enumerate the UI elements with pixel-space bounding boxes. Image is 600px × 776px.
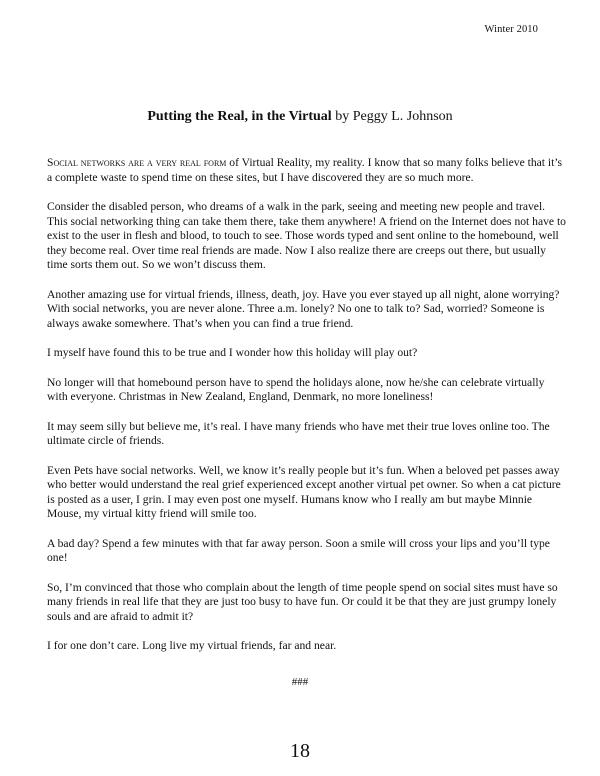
issue-date: Winter 2010 bbox=[484, 24, 538, 35]
paragraph-10: I for one don’t care. Long live my virtual friends, far and near. bbox=[47, 639, 337, 653]
paragraph-1-text: of Virtual Reality, my reality. I know that so many folks believe that it’s a complete waste to spend time on these sites, but I have discovered they are so much more. bbox=[47, 156, 563, 184]
paragraph-1 bbox=[47, 156, 567, 185]
paragraph-3: Another amazing use for virtual friends, illness, death, joy. Have you ever stayed up all night, alone worrying? With social networks, you are never alone. Three a.m. lonely? No one to talk to? Sad, worried? Someone is always awake somewhere. That’s when you can find a true friend. bbox=[47, 287, 560, 330]
paragraph-5: No longer will that homebound person have to spend the holidays alone, now he/she can celebrate virtually with everyone. Christmas in New Zealand, England, Denmark, no more loneliness! bbox=[47, 375, 545, 404]
paragraph-9: So, I’m convinced that those who complain about the length of time people spend on social sites must have so many friends in real life that they are just too busy to have fun. Or could it be that they are just grumpy lonely souls and are afraid to admit it? bbox=[47, 580, 558, 624]
article-body bbox=[47, 156, 567, 669]
article-heading bbox=[0, 109, 600, 125]
paragraph-7: Even Pets have social networks. Well, we know it’s really people but it’s fun. When a beloved pet passes away who better would understand the real grief experienced except another virtual pet owner. So when a cat picture is posted as a user, I grin. I may even post one myself. Humans know who I really am but maybe Minnie Mouse, my virtual kitty friend will smile too. bbox=[47, 463, 561, 521]
paragraph-8: A bad day? Spend a few minutes with that far away person. Soon a smile will cross your lips and you’ll type one! bbox=[47, 536, 550, 565]
page-number: 18 bbox=[290, 740, 310, 762]
lead-in: Social networks are a very real form bbox=[47, 156, 227, 169]
paragraph-4: I myself have found this to be true and I wonder how this holiday will play out? bbox=[47, 346, 418, 360]
article-byline: by Peggy L. Johnson bbox=[335, 109, 453, 124]
paragraph-6: It may seem silly but believe me, it’s real. I have many friends who have met their true loves online too. The ultimate circle of friends. bbox=[47, 419, 550, 448]
article-title: Putting the Real, in the Virtual bbox=[147, 109, 332, 124]
paragraph-2: Consider the disabled person, who dreams of a walk in the park, seeing and meeting new people and travel. This social networking thing can take them there, take them anywhere! A friend on the Internet does not have to exist to the user in flesh and blood, to touch to see. Those words typed and sent online to the homebound, well they become real. Over time real friends are made. Now I also realize there are creeps out there, but usually time sorts them out. So we won’t discuss them. bbox=[47, 199, 566, 272]
end-mark: ### bbox=[291, 676, 309, 688]
